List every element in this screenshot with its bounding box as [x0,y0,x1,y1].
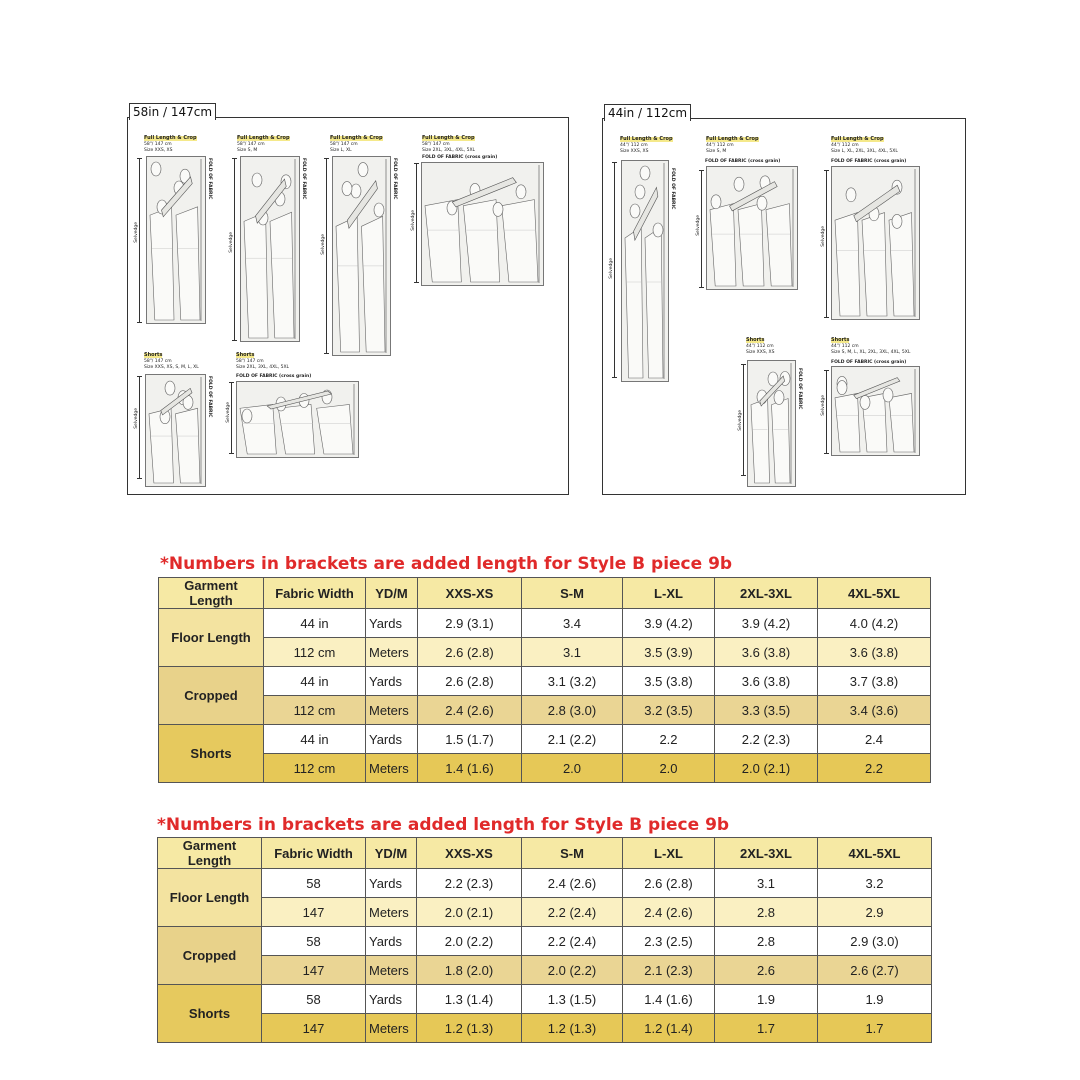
pattern-pieces-sketch [832,367,919,455]
unit-cell: Meters [366,898,417,927]
layout-label [746,333,775,355]
fabric-width-cell: 44 in [264,725,366,754]
yardage-value-cell: 3.1 (3.2) [522,667,623,696]
yardage-value-cell: 3.7 (3.8) [818,667,931,696]
yardage-value-cell: 2.4 [818,725,931,754]
panel-tab-58in: 58in / 147cm [129,103,216,120]
selvedge-label: Selvedge [821,226,826,247]
fold-label: FOLD OF FABRIC (cross grain) [422,155,498,160]
table-body [158,838,932,1043]
column-header: XXS-XS [417,838,522,869]
column-header: Garment Length [159,578,264,609]
table-row [159,609,931,638]
yardage-value-cell: 2.2 [818,754,931,783]
length-ruler [826,370,827,454]
garment-length-cell: Floor Length [159,609,264,667]
unit-cell: Yards [366,725,418,754]
unit-cell: Yards [366,985,417,1014]
yardage-value-cell: 4.0 (4.2) [818,609,931,638]
fabric-width-cell: 58 [262,927,366,956]
pattern-layout-diagram [145,374,206,487]
layout-label [144,131,197,153]
yardage-value-cell: 1.2 (1.3) [417,1014,522,1043]
yardage-value-cell: 1.9 [715,985,818,1014]
pattern-layout-diagram [831,166,920,320]
pattern-layout-diagram [621,160,669,382]
column-header: L-XL [623,838,715,869]
pattern-pieces-sketch [146,375,205,486]
layout-label [330,131,383,153]
unit-cell: Meters [366,638,418,667]
garment-length-cell: Shorts [158,985,262,1043]
table-row [159,754,931,783]
selvedge-label: Selvedge [321,234,326,255]
table-body [159,578,931,783]
yardage-value-cell: 3.6 (3.8) [715,638,818,667]
header-row [158,838,932,869]
pattern-pieces-sketch [147,157,205,323]
pattern-layout-diagram [747,360,796,487]
yardage-value-cell: 2.8 [715,898,818,927]
yardage-value-cell: 3.2 (3.5) [623,696,715,725]
header-row [159,578,931,609]
yardage-value-cell: 2.8 [715,927,818,956]
fold-label: FOLD OF FABRIC [301,158,306,200]
length-ruler [139,376,140,479]
yardage-value-cell: 2.2 [623,725,715,754]
length-ruler [743,364,744,476]
table-row [159,638,931,667]
bracket-note: *Numbers in brackets are added length for Style B piece 9b [157,815,730,835]
layout-title: Full Length & Crop [330,135,383,141]
unit-cell: Meters [366,754,418,783]
fold-label: FOLD OF FABRIC [207,158,212,200]
pattern-layout-diagram [831,366,920,456]
yardage-value-cell: 2.0 (2.2) [417,927,522,956]
column-header: Garment Length [158,838,262,869]
length-ruler [826,170,827,318]
selvedge-label: Selvedge [738,410,743,431]
yardage-value-cell: 3.6 (3.8) [715,667,818,696]
yardage-value-cell: 2.2 (2.3) [715,725,818,754]
selvedge-label: Selvedge [134,222,139,243]
yardage-value-cell: 2.8 (3.0) [522,696,623,725]
layout-title: Full Length & Crop [422,135,475,141]
column-header: S-M [522,838,623,869]
column-header: XXS-XS [418,578,522,609]
length-ruler [614,162,615,378]
pattern-pieces-sketch [422,163,543,285]
yardage-value-cell: 1.3 (1.4) [417,985,522,1014]
yardage-value-cell: 2.4 (2.6) [418,696,522,725]
layout-width: 58"/ 147 cm [236,359,264,364]
layout-label [620,132,673,154]
yardage-value-cell: 2.4 (2.6) [623,898,715,927]
layout-width: 44"/ 112 cm [620,143,648,148]
yardage-value-cell: 1.7 [715,1014,818,1043]
pattern-pieces-sketch [832,167,919,319]
yardage-value-cell: 2.2 (2.4) [522,898,623,927]
layout-label [144,348,199,370]
yardage-value-cell: 1.7 [818,1014,932,1043]
layout-size: Size L, XL [330,148,352,153]
unit-cell: Yards [366,927,417,956]
layout-width: 44"/ 112 cm [706,143,734,148]
column-header: Fabric Width [262,838,366,869]
yardage-value-cell: 2.6 (2.7) [818,956,932,985]
garment-length-cell: Cropped [158,927,262,985]
fold-label: FOLD OF FABRIC [207,376,212,418]
selvedge-label: Selvedge [134,408,139,429]
column-header: 4XL-5XL [818,838,932,869]
selvedge-label: Selvedge [226,402,231,423]
yardage-value-cell: 3.1 [715,869,818,898]
selvedge-label: Selvedge [411,210,416,231]
yardage-value-cell: 2.0 (2.2) [522,956,623,985]
yardage-value-cell: 2.6 [715,956,818,985]
fold-label: FOLD OF FABRIC [797,368,802,410]
column-header: YD/M [366,578,418,609]
column-header: S-M [522,578,623,609]
panel-tab-44in: 44in / 112cm [604,104,691,121]
yardage-value-cell: 3.3 (3.5) [715,696,818,725]
yardage-value-cell: 2.0 (2.1) [417,898,522,927]
length-ruler [234,158,235,341]
fold-label: FOLD OF FABRIC (cross grain) [705,159,781,164]
table-row [158,956,932,985]
fabric-width-cell: 147 [262,1014,366,1043]
yardage-value-cell: 2.1 (2.2) [522,725,623,754]
yardage-value-cell: 3.9 (4.2) [715,609,818,638]
layout-title: Shorts [236,352,255,358]
selvedge-label: Selvedge [609,258,614,279]
fabric-width-cell: 44 in [264,609,366,638]
layout-label [831,132,898,154]
pattern-pieces-sketch [622,161,668,381]
yardage-value-cell: 1.2 (1.4) [623,1014,715,1043]
layout-width: 58"/ 147 cm [144,359,172,364]
yardage-value-cell: 3.4 (3.6) [818,696,931,725]
table-row [158,1014,932,1043]
yardage-value-cell: 2.6 (2.8) [418,667,522,696]
yardage-value-cell: 3.2 [818,869,932,898]
length-ruler [231,382,232,454]
fabric-width-cell: 147 [262,956,366,985]
yardage-value-cell: 2.9 (3.1) [418,609,522,638]
selvedge-label: Selvedge [229,232,234,253]
yardage-value-cell: 2.3 (2.5) [623,927,715,956]
table-row [159,696,931,725]
column-header: L-XL [623,578,715,609]
yardage-value-cell: 2.0 [522,754,623,783]
layout-title: Shorts [746,337,765,343]
yardage-value-cell: 2.0 [623,754,715,783]
layout-title: Shorts [144,352,163,358]
yardage-value-cell: 2.2 (2.4) [522,927,623,956]
column-header: 4XL-5XL [818,578,931,609]
table-row [159,725,931,754]
garment-length-cell: Shorts [159,725,264,783]
layout-width: 44"/ 112 cm [831,143,859,148]
layout-size: Size XXS, XS [746,350,775,355]
yardage-value-cell: 3.4 [522,609,623,638]
yardage-table-44in [158,577,931,783]
pattern-pieces-sketch [237,382,358,457]
column-header: 2XL-3XL [715,838,818,869]
yardage-table-58in [157,837,932,1043]
layout-size: Size S, M [237,148,258,153]
fold-label: FOLD OF FABRIC [392,158,397,200]
yardage-value-cell: 2.0 (2.1) [715,754,818,783]
fabric-width-cell: 44 in [264,667,366,696]
length-ruler [701,170,702,288]
fold-label: FOLD OF FABRIC (cross grain) [236,374,312,379]
yardage-value-cell: 2.6 (2.8) [418,638,522,667]
fabric-width-cell: 58 [262,985,366,1014]
layout-width: 44"/ 112 cm [831,344,859,349]
length-ruler [139,158,140,323]
layout-size: Size 2XL, 3XL, 4XL, 5XL [236,365,290,370]
length-ruler [416,163,417,283]
pattern-layout-diagram [240,156,300,342]
selvedge-label: Selvedge [696,215,701,236]
garment-length-cell: Floor Length [158,869,262,927]
pattern-layout-diagram [332,156,391,356]
table-row [158,985,932,1014]
layout-label [422,131,475,153]
yardage-value-cell: 1.8 (2.0) [417,956,522,985]
pattern-layout-diagram [421,162,544,286]
yardage-value-cell: 2.9 (3.0) [818,927,932,956]
yardage-value-cell: 3.1 [522,638,623,667]
fabric-width-cell: 112 cm [264,754,366,783]
pattern-pieces-sketch [241,157,299,341]
pattern-layout-diagram [706,166,798,290]
unit-cell: Yards [366,609,418,638]
layout-width: 44"/ 112 cm [746,344,774,349]
yardage-value-cell: 2.6 (2.8) [623,869,715,898]
yardage-value-cell: 2.1 (2.3) [623,956,715,985]
yardage-value-cell: 3.5 (3.9) [623,638,715,667]
layout-title: Shorts [831,337,850,343]
yardage-value-cell: 2.2 (2.3) [417,869,522,898]
yardage-value-cell: 3.5 (3.8) [623,667,715,696]
yardage-value-cell: 2.9 [818,898,932,927]
layout-size: Size XXS, XS, S, M, L, XL [144,365,199,370]
yardage-value-cell: 1.3 (1.5) [522,985,623,1014]
layout-size: Size L, XL, 2XL, 3XL, 4XL, 5XL [831,149,898,154]
table-row [159,667,931,696]
fold-label: FOLD OF FABRIC (cross grain) [831,159,907,164]
table-row [158,898,932,927]
yardage-value-cell: 1.9 [818,985,932,1014]
yardage-value-cell: 3.6 (3.8) [818,638,931,667]
layout-label [236,348,289,370]
selvedge-label: Selvedge [821,395,826,416]
pattern-layout-diagram [146,156,206,324]
layout-title: Full Length & Crop [144,135,197,141]
pattern-layout-diagram [236,381,359,458]
yardage-value-cell: 1.2 (1.3) [522,1014,623,1043]
layout-title: Full Length & Crop [706,136,759,142]
unit-cell: Meters [366,1014,417,1043]
layout-width: 58"/ 147 cm [330,142,358,147]
layout-label [831,333,910,355]
fabric-width-cell: 112 cm [264,638,366,667]
yardage-value-cell: 2.4 (2.6) [522,869,623,898]
pattern-pieces-sketch [748,361,795,486]
pattern-pieces-sketch [333,157,390,355]
layout-size: Size 2XL, 3XL, 4XL, 5XL [422,148,476,153]
length-ruler [326,158,327,354]
layout-size: Size XXS, XS [144,148,173,153]
fold-label: FOLD OF FABRIC (cross grain) [831,360,907,365]
yardage-value-cell: 3.9 (4.2) [623,609,715,638]
layout-title: Full Length & Crop [831,136,884,142]
bracket-note: *Numbers in brackets are added length for Style B piece 9b [160,554,733,574]
layout-size: Size XXS, XS [620,149,649,154]
unit-cell: Yards [366,667,418,696]
layout-size: Size S, M, L, XL, 2XL, 3XL, 4XL, 5XL [831,350,911,355]
column-header: Fabric Width [264,578,366,609]
unit-cell: Meters [366,696,418,725]
fabric-width-cell: 147 [262,898,366,927]
yardage-value-cell: 1.4 (1.6) [418,754,522,783]
fabric-width-cell: 112 cm [264,696,366,725]
layout-size: Size S, M [706,149,727,154]
layout-title: Full Length & Crop [237,135,290,141]
column-header: YD/M [366,838,417,869]
layout-title: Full Length & Crop [620,136,673,142]
unit-cell: Yards [366,869,417,898]
layout-width: 58"/ 147 cm [237,142,265,147]
layout-width: 58"/ 147 cm [422,142,450,147]
layout-label [237,131,290,153]
garment-length-cell: Cropped [159,667,264,725]
yardage-value-cell: 1.5 (1.7) [418,725,522,754]
column-header: 2XL-3XL [715,578,818,609]
layout-width: 58"/ 147 cm [144,142,172,147]
table-row [158,927,932,956]
table-row [158,869,932,898]
fabric-width-cell: 58 [262,869,366,898]
layout-label [706,132,759,154]
pattern-pieces-sketch [707,167,797,289]
yardage-value-cell: 1.4 (1.6) [623,985,715,1014]
unit-cell: Meters [366,956,417,985]
fold-label: FOLD OF FABRIC [670,168,675,210]
